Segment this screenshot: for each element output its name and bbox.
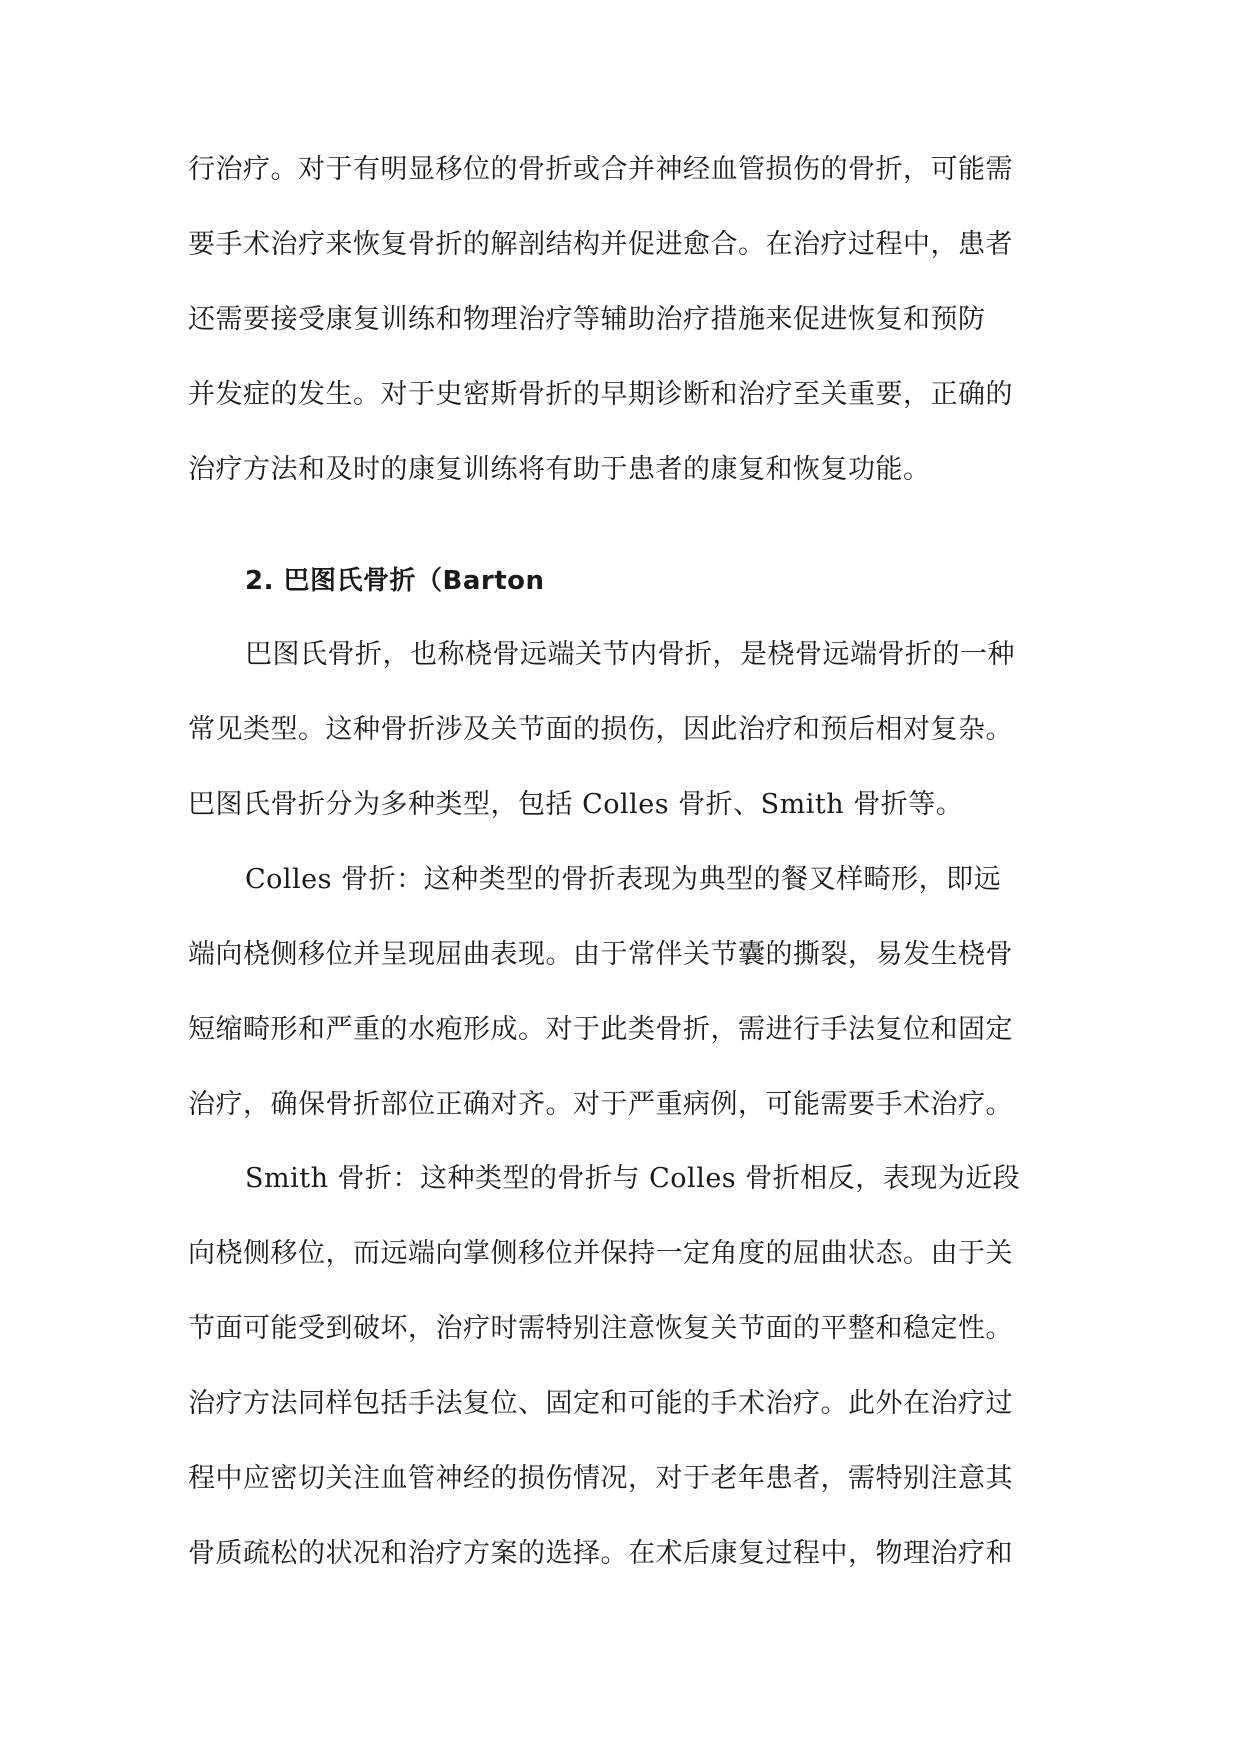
paragraph-line: 行治疗。对于有明显移位的骨折或合并神经血管损伤的骨折，可能需 [188,154,1013,185]
paragraph-line: Colles 骨折：这种类型的骨折表现为典型的餐叉样畸形，即远 [245,864,1002,895]
paragraph-line: 巴图氏骨折分为多种类型，包括 Colles 骨折、Smith 骨折等。 [188,789,964,820]
paragraph-line: 还需要接受康复训练和物理治疗等辅助治疗措施来促进恢复和预防 [188,304,986,335]
paragraph-line: 常见类型。这种骨折涉及关节面的损伤，因此治疗和预后相对复杂。 [188,714,1013,745]
paragraph-line: 并发症的发生。对于史密斯骨折的早期诊断和治疗至关重要，正确的 [188,379,1013,410]
paragraph-line: 节面可能受到破坏，治疗时需特别注意恢复关节面的平整和稳定性。 [188,1313,1013,1344]
paragraph-line: 向桡侧移位，而远端向掌侧移位并保持一定角度的屈曲状态。由于关 [188,1238,1013,1269]
paragraph-line: Smith 骨折：这种类型的骨折与 Colles 骨折相反，表现为近段 [245,1163,1021,1194]
section-heading: 2. 巴图氏骨折（Barton [245,566,545,596]
paragraph-line: 要手术治疗来恢复骨折的解剖结构并促进愈合。在治疗过程中，患者 [188,229,1013,260]
paragraph-line: 骨质疏松的状况和治疗方案的选择。在术后康复过程中，物理治疗和 [188,1538,1013,1569]
paragraph-line: 治疗方法和及时的康复训练将有助于患者的康复和恢复功能。 [188,454,931,485]
paragraph-line: 短缩畸形和严重的水疱形成。对于此类骨折，需进行手法复位和固定 [188,1014,1013,1045]
paragraph-line: 端向桡侧移位并呈现屈曲表现。由于常伴关节囊的撕裂，易发生桡骨 [188,939,1013,970]
paragraph-line: 治疗，确保骨折部位正确对齐。对于严重病例，可能需要手术治疗。 [188,1089,1013,1120]
paragraph-line: 巴图氏骨折，也称桡骨远端关节内骨折，是桡骨远端骨折的一种 [245,639,1015,670]
paragraph-line: 治疗方法同样包括手法复位、固定和可能的手术治疗。此外在治疗过 [188,1388,1013,1419]
paragraph-line: 程中应密切关注血管神经的损伤情况，对于老年患者，需特别注意其 [188,1463,1013,1494]
